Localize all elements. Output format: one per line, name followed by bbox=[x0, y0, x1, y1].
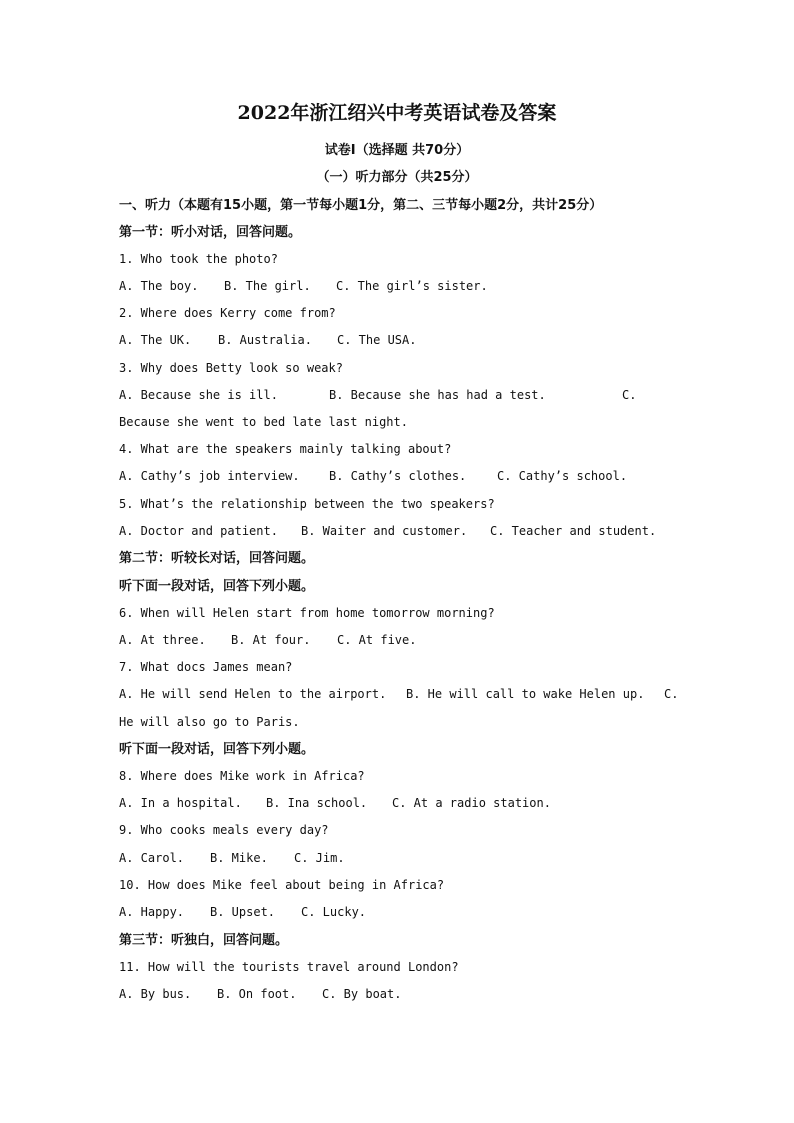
page-title: 2022年浙江绍兴中考英语试卷及答案 bbox=[237, 102, 557, 124]
q5-option-c: C. Teacher and student. bbox=[490, 524, 657, 538]
q5-option-b: B. Waiter and customer. bbox=[301, 524, 468, 538]
sec2-sub-heading-2: 听下面一段对话，回答下列小题。 bbox=[119, 742, 315, 757]
question-1: 1. Who took the photo? bbox=[119, 252, 278, 266]
paper-label: 试卷I（选择题 共70分） bbox=[324, 143, 470, 158]
question-8: 8. Where does Mike work in Africa? bbox=[119, 769, 365, 783]
question-10: 10. How does Mike feel about being in Africa? bbox=[119, 878, 445, 892]
q7-option-a: A. He will send Helen to the airport. bbox=[119, 687, 387, 701]
q7-option-c-label: C. bbox=[664, 687, 679, 701]
q6-option-b: B. At four. bbox=[231, 633, 311, 647]
section-heading: 一、听力（本题有15小题，第一节每小题1分，第二、三节每小题2分，共计25分） bbox=[119, 198, 603, 213]
q3-option-c-text: Because she went to bed late last night. bbox=[119, 415, 408, 429]
question-6: 6. When will Helen start from home tomorrow morning? bbox=[119, 606, 495, 620]
q6-option-c: C. At five. bbox=[337, 633, 417, 647]
q2-option-b: B. Australia. bbox=[218, 333, 312, 347]
q10-option-b: B. Upset. bbox=[210, 905, 276, 919]
q8-option-c: C. At a radio station. bbox=[392, 796, 551, 810]
question-2: 2. Where does Kerry come from? bbox=[119, 306, 336, 320]
q11-option-c: C. By boat. bbox=[322, 987, 402, 1001]
q9-option-c: C. Jim. bbox=[294, 851, 345, 865]
question-11: 11. How will the tourists travel around London? bbox=[119, 960, 459, 974]
q7-option-b: B. He will call to wake Helen up. bbox=[406, 687, 645, 701]
sec2-sub-heading-1: 听下面一段对话，回答下列小题。 bbox=[119, 579, 315, 594]
question-7: 7. What docs James mean? bbox=[119, 660, 293, 674]
q3-option-c-label: C. bbox=[622, 388, 637, 402]
q10-option-a: A. Happy. bbox=[119, 905, 185, 919]
q4-option-b: B. Cathy’s clothes. bbox=[329, 469, 467, 483]
sec3-heading: 第三节：听独白，回答问题。 bbox=[119, 933, 289, 948]
sec1-heading: 第一节：听小对话，回答问题。 bbox=[119, 225, 302, 240]
q11-option-b: B. On foot. bbox=[217, 987, 297, 1001]
part-label: （一）听力部分（共25分） bbox=[316, 170, 478, 185]
q4-option-c: C. Cathy’s school. bbox=[497, 469, 628, 483]
q1-option-c: C. The girl’s sister. bbox=[336, 279, 488, 293]
q3-option-a: A. Because she is ill. bbox=[119, 388, 278, 402]
q1-option-b: B. The girl. bbox=[224, 279, 311, 293]
q11-option-a: A. By bus. bbox=[119, 987, 192, 1001]
q8-option-b: B. Ina school. bbox=[266, 796, 368, 810]
q3-option-b: B. Because she has had a test. bbox=[329, 388, 546, 402]
q4-option-a: A. Cathy’s job interview. bbox=[119, 469, 300, 483]
q10-option-c: C. Lucky. bbox=[301, 905, 367, 919]
q8-option-a: A. In a hospital. bbox=[119, 796, 242, 810]
q1-option-a: A. The boy. bbox=[119, 279, 199, 293]
q9-option-b: B. Mike. bbox=[210, 851, 268, 865]
q9-option-a: A. Carol. bbox=[119, 851, 185, 865]
question-9: 9. Who cooks meals every day? bbox=[119, 823, 329, 837]
question-4: 4. What are the speakers mainly talking about? bbox=[119, 442, 452, 456]
q7-option-c-text: He will also go to Paris. bbox=[119, 715, 300, 729]
sec2-heading: 第二节：听较长对话，回答问题。 bbox=[119, 551, 315, 566]
question-5: 5. What’s the relationship between the two speakers? bbox=[119, 497, 495, 511]
q2-option-c: C. The USA. bbox=[337, 333, 417, 347]
q5-option-a: A. Doctor and patient. bbox=[119, 524, 278, 538]
question-3: 3. Why does Betty look so weak? bbox=[119, 361, 343, 375]
q6-option-a: A. At three. bbox=[119, 633, 206, 647]
q2-option-a: A. The UK. bbox=[119, 333, 192, 347]
